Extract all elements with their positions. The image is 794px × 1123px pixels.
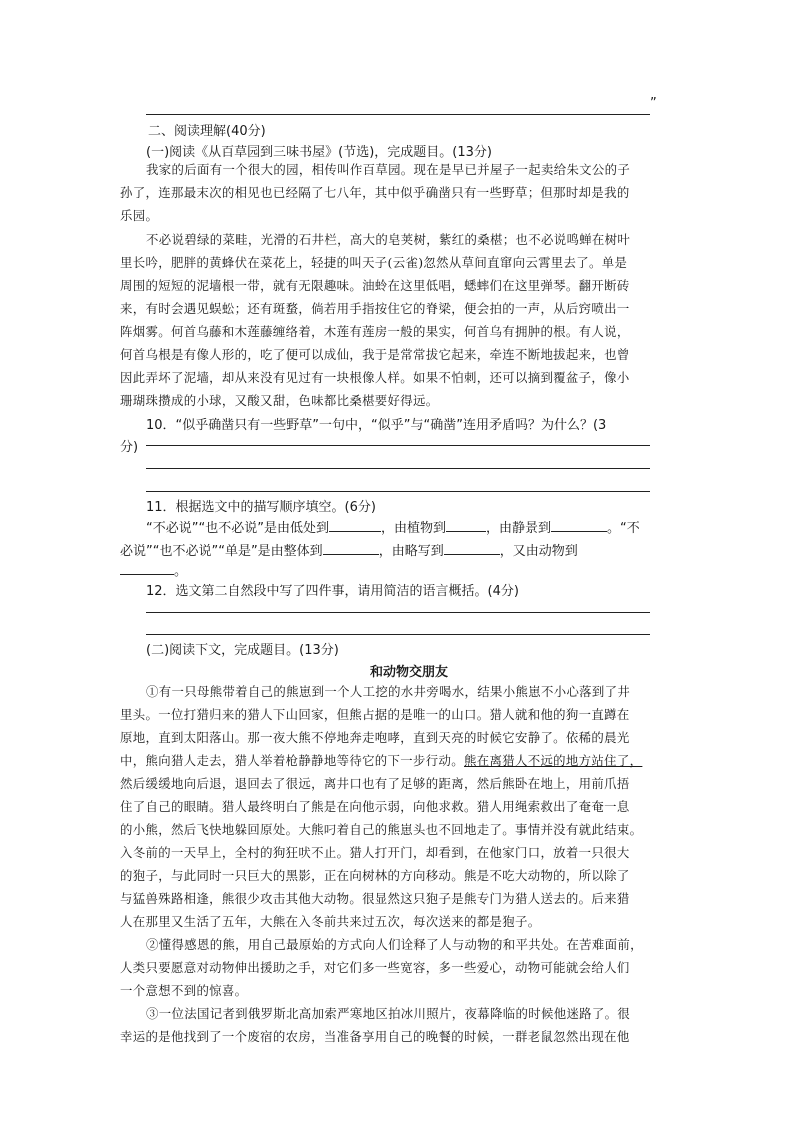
question-11: 11．根据选文中的描写顺序填空。(6分): [146, 500, 376, 515]
article-line: 与猛兽殊路相逢，熊很少攻击其他大动物。很显然这只狍子是熊专门为猎人送去的。后来猎: [120, 891, 630, 906]
article-line: ①有一只母熊带着自己的熊崽到一个人工挖的水井旁喝水，结果小熊崽不小心落到了井: [146, 684, 631, 699]
fill-text: 。“不: [606, 521, 640, 536]
article-line: 然后缓缓地向后退，退回去了很远，离井口也有了足够的距离，然后熊卧在地上，用前爪捂: [120, 776, 630, 791]
article-line: [120, 751, 642, 769]
passage-line: 里长吟，肥胖的黄蜂伏在菜花上，轻捷的叫天子(云雀)忽然从草间直窜向云霄里去了。单是: [120, 255, 628, 270]
answer-line-q12-1: [146, 612, 650, 613]
fill-text: ，由略写到: [378, 544, 444, 559]
fill-text: “不必说”“也不必说”是由低处到: [146, 521, 329, 536]
answer-line-q10-1: [146, 445, 650, 446]
blank-3[interactable]: [551, 517, 607, 532]
fill-text: ，由植物到: [380, 521, 446, 536]
question-10-cont: 分): [120, 440, 139, 455]
blank-2[interactable]: [446, 517, 486, 532]
question-12: 12．选文第二自然段中写了四件事，请用简洁的语言概括。(4分): [146, 584, 519, 599]
question-11-fill-line3: [120, 560, 187, 579]
article-line: 住了自己的眼睛。猎人最终明白了熊是在向他示弱，向他求救。猎人用绳索救出了奄奄一息: [120, 799, 630, 814]
passage-line: 阵烟雾。何首乌藤和木莲藤缠络着，木莲有莲房一般的果实，何首乌有拥肿的根。有人说，: [120, 324, 630, 339]
answer-line-top: [146, 114, 650, 115]
article-line: 人在那里又生活了五年，大熊在入冬前共来过五次，每次送来的都是狍子。: [120, 914, 541, 929]
article-line: ③一位法国记者到俄罗斯北高加索严寒地区拍冰川照片，夜幕降临的时候他迷路了。很: [146, 1006, 631, 1021]
underlined-sentence: 熊在离猎人不远的地方站住了，: [464, 753, 643, 768]
fill-text: ，又由动物到: [499, 544, 578, 559]
blank-4[interactable]: [323, 540, 379, 555]
article-line: 的小熊，然后飞快地躲回原处。大熊叼着自己的熊崽头也不回地走了。事情并没有就此结束。: [120, 822, 643, 837]
passage-line: 不必说碧绿的菜畦，光滑的石井栏，高大的皂荚树，紫红的桑椹；也不必说鸣蝉在树叶: [146, 232, 631, 247]
passage-line: 何首乌根是有像人形的，吃了便可以成仙，我于是常常拔它起来，牵连不断地拔起来，也曾: [120, 347, 630, 362]
blank-1[interactable]: [329, 517, 381, 532]
passage-line: 乐园。: [120, 208, 159, 223]
passage-line: 我家的后面有一个很大的园，相传叫作百草园。现在是早已并屋子一起卖给朱文公的子: [146, 162, 631, 177]
article-line: 入冬前的一天早上，全村的狗狂吠不止。猎人打开门，却看到，在他家门口，放着一只很大: [120, 845, 630, 860]
passage-line: 来，有时会遇见蜈蚣；还有斑蝥，倘若用手指按住它的脊梁，便会拍的一声，从后窍喷出一: [120, 301, 630, 316]
article-line: 人类只要愿意对动物伸出援助之手，对它们多一些宽容，多一些爱心，动物可能就会给人们: [120, 960, 630, 975]
section-heading: 二、阅读理解(40分): [148, 124, 266, 139]
question-11-fill-line2: [120, 540, 578, 559]
passage-line: 珊瑚珠攒成的小球，又酸又甜，色味都比桑椹要好得远。: [120, 393, 439, 408]
fill-text: 必说”“也不必说”“单是”是由整体到: [120, 544, 323, 559]
blank-6[interactable]: [120, 560, 174, 575]
question-10: 10．“似乎确凿只有一些野草”一句中，“似乎”与“确凿”连用矛盾吗？为什么？(3: [146, 418, 607, 433]
article-line: 里头。一位打猎归来的猎人下山回家，但熊占据的是唯一的山口。猎人就和他的狗一直蹲在: [120, 707, 630, 722]
answer-line-q12-2: [146, 634, 650, 635]
passage-line: 因此弄坏了泥墙，却从来没有见过有一块根像人样。如果不怕刺，还可以摘到覆盆子，像小: [120, 370, 630, 385]
question-11-fill-line1: [146, 517, 640, 536]
answer-line-q10-3: [146, 491, 650, 492]
part1-heading: (一)阅读《从百草园到三味书屋》(节选)，完成题目。(13分): [146, 145, 492, 160]
fill-text: ，由静景到: [485, 521, 551, 536]
blank-5[interactable]: [444, 540, 500, 555]
article-line: 一个意想不到的惊喜。: [120, 983, 248, 998]
fill-text: 。: [174, 564, 188, 579]
passage-line: 孙了，连那最末次的相见也已经隔了七八年，其中似乎确凿只有一些野草；但那时却是我的: [120, 185, 630, 200]
closing-quote-mark: ”: [650, 96, 657, 111]
passage-line: 周围的短短的泥墙根一带，就有无限趣味。油蛉在这里低唱，蟋蟀们在这里弹琴。翻开断砖: [120, 278, 630, 293]
article-title: 和动物交朋友: [370, 665, 449, 680]
article-text: 中，熊向猎人走去，猎人举着枪静静地等待它的下一步行动。: [120, 753, 464, 768]
part2-heading: (二)阅读下文，完成题目。(13分): [146, 643, 339, 658]
answer-line-q10-2: [146, 468, 650, 469]
article-line: ②懂得感恩的熊，用自己最原始的方式向人们诠释了人与动物的和平共处。在苦难面前，: [146, 937, 643, 952]
article-line: 的狍子，与此同时一只巨大的黑影，正在向树林的方向移动。熊是不吃大动物的，所以除了: [120, 868, 630, 883]
article-line: 幸运的是他找到了一个废宿的农房，当准备享用自己的晚餐的时候，一群老鼠忽然出现在他: [120, 1029, 630, 1044]
article-line: 原地，直到太阳落山。那一夜大熊不停地奔走咆哮，直到天亮的时候它安静了。依稀的晨光: [120, 730, 630, 745]
